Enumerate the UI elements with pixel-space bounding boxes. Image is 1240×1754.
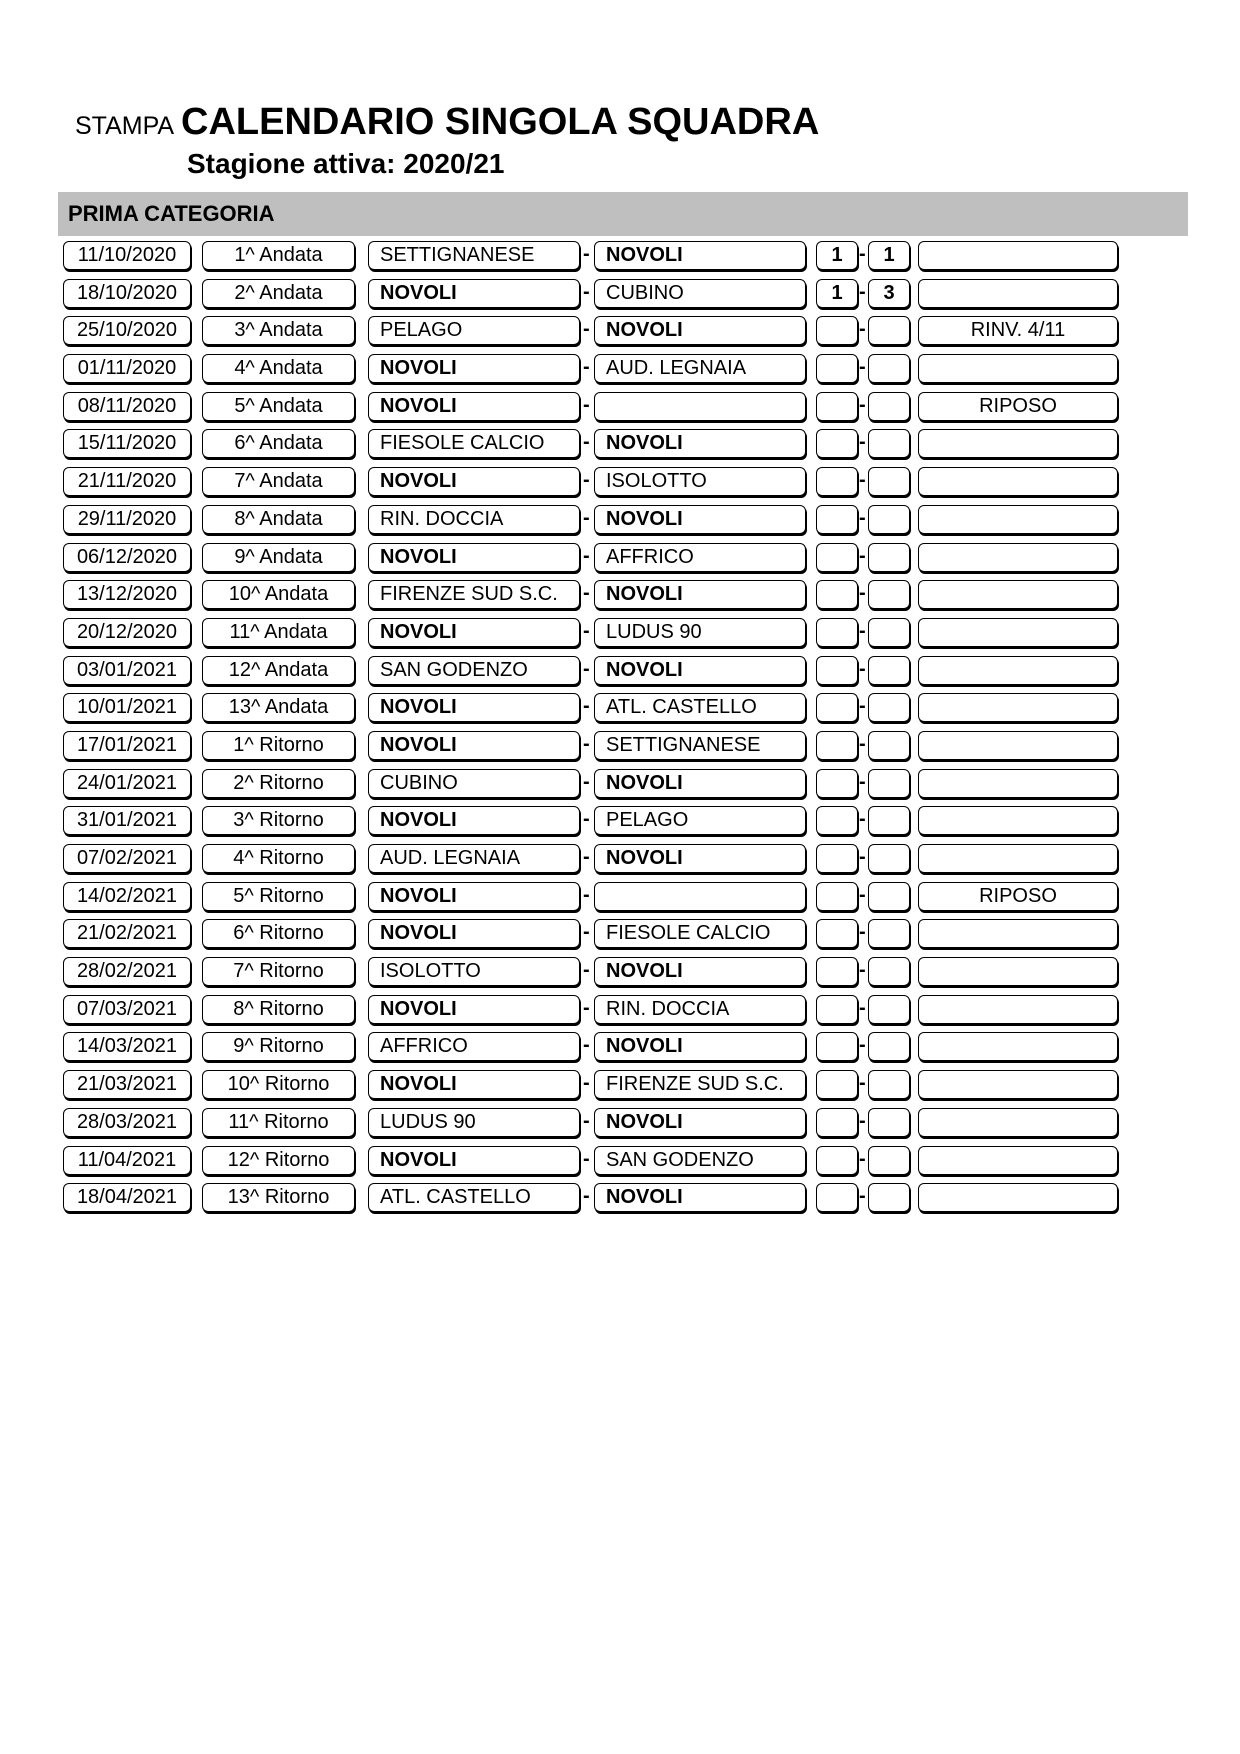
match-note: RINV. 4/11 (918, 316, 1118, 345)
score-home (816, 1032, 858, 1061)
team-separator: - (583, 619, 590, 642)
score-separator: - (859, 996, 866, 1019)
match-row (0, 992, 1240, 1030)
score-away (868, 1183, 910, 1212)
score-home (816, 1108, 858, 1137)
score-separator: - (859, 770, 866, 793)
match-date: 13/12/2020 (63, 580, 191, 609)
match-note (918, 1070, 1118, 1099)
score-home (816, 354, 858, 383)
match-date: 18/04/2021 (63, 1183, 191, 1212)
match-note (918, 1108, 1118, 1137)
team-separator: - (583, 506, 590, 529)
home-team: NOVOLI (368, 392, 580, 421)
match-date: 07/02/2021 (63, 844, 191, 873)
match-round: 9^ Andata (202, 543, 355, 572)
score-separator: - (859, 431, 866, 454)
home-team: NOVOLI (368, 1070, 580, 1099)
score-away (868, 806, 910, 835)
score-home (816, 882, 858, 911)
home-team: NOVOLI (368, 995, 580, 1024)
match-row (0, 728, 1240, 766)
score-home (816, 1070, 858, 1099)
home-team: CUBINO (368, 769, 580, 798)
match-date: 21/11/2020 (63, 467, 191, 496)
match-round: 11^ Ritorno (202, 1108, 355, 1137)
away-team: NOVOLI (594, 844, 806, 873)
home-team: PELAGO (368, 316, 580, 345)
match-round: 10^ Ritorno (202, 1070, 355, 1099)
home-team: NOVOLI (368, 279, 580, 308)
match-round: 3^ Andata (202, 316, 355, 345)
match-date: 18/10/2020 (63, 279, 191, 308)
match-row (0, 464, 1240, 502)
team-separator: - (583, 695, 590, 718)
team-separator: - (583, 544, 590, 567)
match-date: 21/02/2021 (63, 919, 191, 948)
team-separator: - (583, 393, 590, 416)
match-row (0, 954, 1240, 992)
match-round: 8^ Ritorno (202, 995, 355, 1024)
home-team: SAN GODENZO (368, 656, 580, 685)
home-team: NOVOLI (368, 354, 580, 383)
home-team: NOVOLI (368, 919, 580, 948)
match-date: 03/01/2021 (63, 656, 191, 685)
match-date: 11/04/2021 (63, 1146, 191, 1175)
away-team: FIRENZE SUD S.C. (594, 1070, 806, 1099)
match-round: 9^ Ritorno (202, 1032, 355, 1061)
away-team: NOVOLI (594, 429, 806, 458)
score-away (868, 769, 910, 798)
score-away (868, 995, 910, 1024)
away-team: AUD. LEGNAIA (594, 354, 806, 383)
match-note (918, 919, 1118, 948)
away-team: ISOLOTTO (594, 467, 806, 496)
match-date: 20/12/2020 (63, 618, 191, 647)
score-separator: - (859, 469, 866, 492)
score-separator: - (859, 695, 866, 718)
match-note (918, 957, 1118, 986)
team-separator: - (583, 431, 590, 454)
match-row (0, 502, 1240, 540)
score-separator: - (859, 921, 866, 944)
match-round: 13^ Andata (202, 693, 355, 722)
score-home (816, 429, 858, 458)
page-title: CALENDARIO SINGOLA SQUADRA (181, 101, 820, 143)
match-row (0, 615, 1240, 653)
match-row (0, 879, 1240, 917)
match-row (0, 426, 1240, 464)
score-separator: - (859, 1147, 866, 1170)
score-away (868, 957, 910, 986)
match-row (0, 276, 1240, 314)
match-round: 1^ Andata (202, 241, 355, 270)
match-date: 08/11/2020 (63, 392, 191, 421)
team-separator: - (583, 280, 590, 303)
home-team: NOVOLI (368, 1146, 580, 1175)
match-row (0, 653, 1240, 691)
match-row (0, 577, 1240, 615)
home-team: ISOLOTTO (368, 957, 580, 986)
away-team: RIN. DOCCIA (594, 995, 806, 1024)
match-note (918, 1183, 1118, 1212)
score-home (816, 392, 858, 421)
team-separator: - (583, 921, 590, 944)
away-team: NOVOLI (594, 1108, 806, 1137)
score-away (868, 580, 910, 609)
team-separator: - (583, 1072, 590, 1095)
home-team: FIRENZE SUD S.C. (368, 580, 580, 609)
score-away (868, 316, 910, 345)
team-separator: - (583, 1109, 590, 1132)
score-away (868, 1108, 910, 1137)
score-away (868, 429, 910, 458)
score-home (816, 693, 858, 722)
away-team (594, 392, 806, 421)
match-note (918, 618, 1118, 647)
match-round: 13^ Ritorno (202, 1183, 355, 1212)
match-row (0, 389, 1240, 427)
home-team: AUD. LEGNAIA (368, 844, 580, 873)
match-date: 14/03/2021 (63, 1032, 191, 1061)
home-team: AFFRICO (368, 1032, 580, 1061)
match-round: 6^ Ritorno (202, 919, 355, 948)
score-away (868, 656, 910, 685)
away-team: NOVOLI (594, 957, 806, 986)
match-note (918, 429, 1118, 458)
match-row (0, 351, 1240, 389)
score-home (816, 957, 858, 986)
away-team (594, 882, 806, 911)
score-separator: - (859, 619, 866, 642)
match-row (0, 313, 1240, 351)
away-team: CUBINO (594, 279, 806, 308)
score-home (816, 1146, 858, 1175)
match-note: RIPOSO (918, 392, 1118, 421)
match-round: 2^ Andata (202, 279, 355, 308)
team-separator: - (583, 770, 590, 793)
home-team: NOVOLI (368, 467, 580, 496)
match-row (0, 1143, 1240, 1181)
match-note (918, 505, 1118, 534)
match-date: 25/10/2020 (63, 316, 191, 345)
score-away: 3 (868, 279, 910, 308)
match-note: RIPOSO (918, 882, 1118, 911)
score-separator: - (859, 1034, 866, 1057)
match-note (918, 693, 1118, 722)
score-separator: - (859, 732, 866, 755)
match-date: 31/01/2021 (63, 806, 191, 835)
score-separator: - (859, 356, 866, 379)
match-date: 14/02/2021 (63, 882, 191, 911)
match-note (918, 354, 1118, 383)
score-separator: - (859, 280, 866, 303)
score-separator: - (859, 506, 866, 529)
match-round: 12^ Ritorno (202, 1146, 355, 1175)
match-date: 24/01/2021 (63, 769, 191, 798)
home-team: RIN. DOCCIA (368, 505, 580, 534)
score-home (816, 1183, 858, 1212)
match-round: 3^ Ritorno (202, 806, 355, 835)
team-separator: - (583, 356, 590, 379)
team-separator: - (583, 1185, 590, 1208)
score-separator: - (859, 393, 866, 416)
team-separator: - (583, 243, 590, 265)
home-team: NOVOLI (368, 806, 580, 835)
match-round: 5^ Ritorno (202, 882, 355, 911)
score-away (868, 354, 910, 383)
home-team: FIESOLE CALCIO (368, 429, 580, 458)
match-list (0, 238, 1240, 1218)
score-home (816, 316, 858, 345)
score-home (816, 618, 858, 647)
home-team: NOVOLI (368, 693, 580, 722)
match-note (918, 995, 1118, 1024)
score-home (816, 580, 858, 609)
match-row (0, 1067, 1240, 1105)
match-round: 6^ Andata (202, 429, 355, 458)
match-round: 4^ Andata (202, 354, 355, 383)
score-home (816, 919, 858, 948)
home-team: NOVOLI (368, 731, 580, 760)
match-date: 11/10/2020 (63, 241, 191, 270)
score-away (868, 505, 910, 534)
team-separator: - (583, 732, 590, 755)
match-row (0, 540, 1240, 578)
score-separator: - (859, 883, 866, 906)
match-round: 7^ Andata (202, 467, 355, 496)
score-away (868, 919, 910, 948)
score-separator: - (859, 1072, 866, 1095)
score-separator: - (859, 243, 866, 265)
score-away (868, 882, 910, 911)
category-header: PRIMA CATEGORIA (58, 192, 1188, 236)
team-separator: - (583, 469, 590, 492)
away-team: NOVOLI (594, 505, 806, 534)
away-team: LUDUS 90 (594, 618, 806, 647)
match-date: 29/11/2020 (63, 505, 191, 534)
match-date: 15/11/2020 (63, 429, 191, 458)
away-team: NOVOLI (594, 769, 806, 798)
match-date: 21/03/2021 (63, 1070, 191, 1099)
away-team: SAN GODENZO (594, 1146, 806, 1175)
match-note (918, 279, 1118, 308)
match-round: 1^ Ritorno (202, 731, 355, 760)
match-note (918, 769, 1118, 798)
score-home (816, 543, 858, 572)
match-round: 8^ Andata (202, 505, 355, 534)
score-home (816, 769, 858, 798)
match-round: 7^ Ritorno (202, 957, 355, 986)
home-team: ATL. CASTELLO (368, 1183, 580, 1212)
score-away (868, 844, 910, 873)
match-note (918, 731, 1118, 760)
match-date: 01/11/2020 (63, 354, 191, 383)
score-home (816, 505, 858, 534)
home-team: NOVOLI (368, 882, 580, 911)
match-row (0, 841, 1240, 879)
match-date: 10/01/2021 (63, 693, 191, 722)
away-team: FIESOLE CALCIO (594, 919, 806, 948)
score-home (816, 467, 858, 496)
match-note (918, 806, 1118, 835)
match-row (0, 238, 1240, 276)
match-note (918, 580, 1118, 609)
score-away: 1 (868, 241, 910, 270)
score-away (868, 543, 910, 572)
match-row (0, 803, 1240, 841)
team-separator: - (583, 996, 590, 1019)
score-home: 1 (816, 241, 858, 270)
match-row (0, 766, 1240, 804)
match-note (918, 1032, 1118, 1061)
home-team: SETTIGNANESE (368, 241, 580, 270)
team-separator: - (583, 808, 590, 831)
season-label: Stagione attiva: 2020/21 (187, 148, 505, 179)
match-note (918, 543, 1118, 572)
match-date: 07/03/2021 (63, 995, 191, 1024)
match-date: 28/02/2021 (63, 957, 191, 986)
score-away (868, 1146, 910, 1175)
match-round: 10^ Andata (202, 580, 355, 609)
home-team: NOVOLI (368, 543, 580, 572)
match-row (0, 690, 1240, 728)
score-separator: - (859, 959, 866, 982)
score-separator: - (859, 808, 866, 831)
score-separator: - (859, 657, 866, 680)
match-row (0, 1029, 1240, 1067)
match-date: 17/01/2021 (63, 731, 191, 760)
home-team: LUDUS 90 (368, 1108, 580, 1137)
score-away (868, 618, 910, 647)
away-team: NOVOLI (594, 580, 806, 609)
match-round: 5^ Andata (202, 392, 355, 421)
match-note (918, 467, 1118, 496)
team-separator: - (583, 846, 590, 868)
match-row (0, 1180, 1240, 1218)
match-round: 2^ Ritorno (202, 769, 355, 798)
away-team: NOVOLI (594, 656, 806, 685)
match-round: 12^ Andata (202, 656, 355, 685)
score-separator: - (859, 582, 866, 605)
score-separator: - (859, 1185, 866, 1208)
score-away (868, 1032, 910, 1061)
match-round: 4^ Ritorno (202, 844, 355, 873)
score-away (868, 467, 910, 496)
match-note (918, 241, 1118, 270)
score-home (816, 731, 858, 760)
away-team: ATL. CASTELLO (594, 693, 806, 722)
team-separator: - (583, 657, 590, 680)
score-home (816, 844, 858, 873)
score-home (816, 656, 858, 685)
match-note (918, 844, 1118, 873)
score-away (868, 392, 910, 421)
away-team: NOVOLI (594, 1183, 806, 1212)
score-separator: - (859, 318, 866, 341)
match-note (918, 656, 1118, 685)
score-away (868, 693, 910, 722)
score-separator: - (859, 544, 866, 567)
match-round: 11^ Andata (202, 618, 355, 647)
match-date: 06/12/2020 (63, 543, 191, 572)
score-home (816, 995, 858, 1024)
team-separator: - (583, 883, 590, 906)
away-team: PELAGO (594, 806, 806, 835)
away-team: NOVOLI (594, 1032, 806, 1061)
home-team: NOVOLI (368, 618, 580, 647)
away-team: SETTIGNANESE (594, 731, 806, 760)
score-separator: - (859, 846, 866, 868)
team-separator: - (583, 318, 590, 341)
score-separator: - (859, 1109, 866, 1132)
score-away (868, 731, 910, 760)
match-row (0, 916, 1240, 954)
print-prefix: STAMPA (75, 112, 175, 140)
match-note (918, 1146, 1118, 1175)
team-separator: - (583, 959, 590, 982)
match-date: 28/03/2021 (63, 1108, 191, 1137)
away-team: AFFRICO (594, 543, 806, 572)
away-team: NOVOLI (594, 316, 806, 345)
away-team: NOVOLI (594, 241, 806, 270)
score-away (868, 1070, 910, 1099)
team-separator: - (583, 1034, 590, 1057)
team-separator: - (583, 582, 590, 605)
score-home: 1 (816, 279, 858, 308)
match-row (0, 1105, 1240, 1143)
team-separator: - (583, 1147, 590, 1170)
score-home (816, 806, 858, 835)
